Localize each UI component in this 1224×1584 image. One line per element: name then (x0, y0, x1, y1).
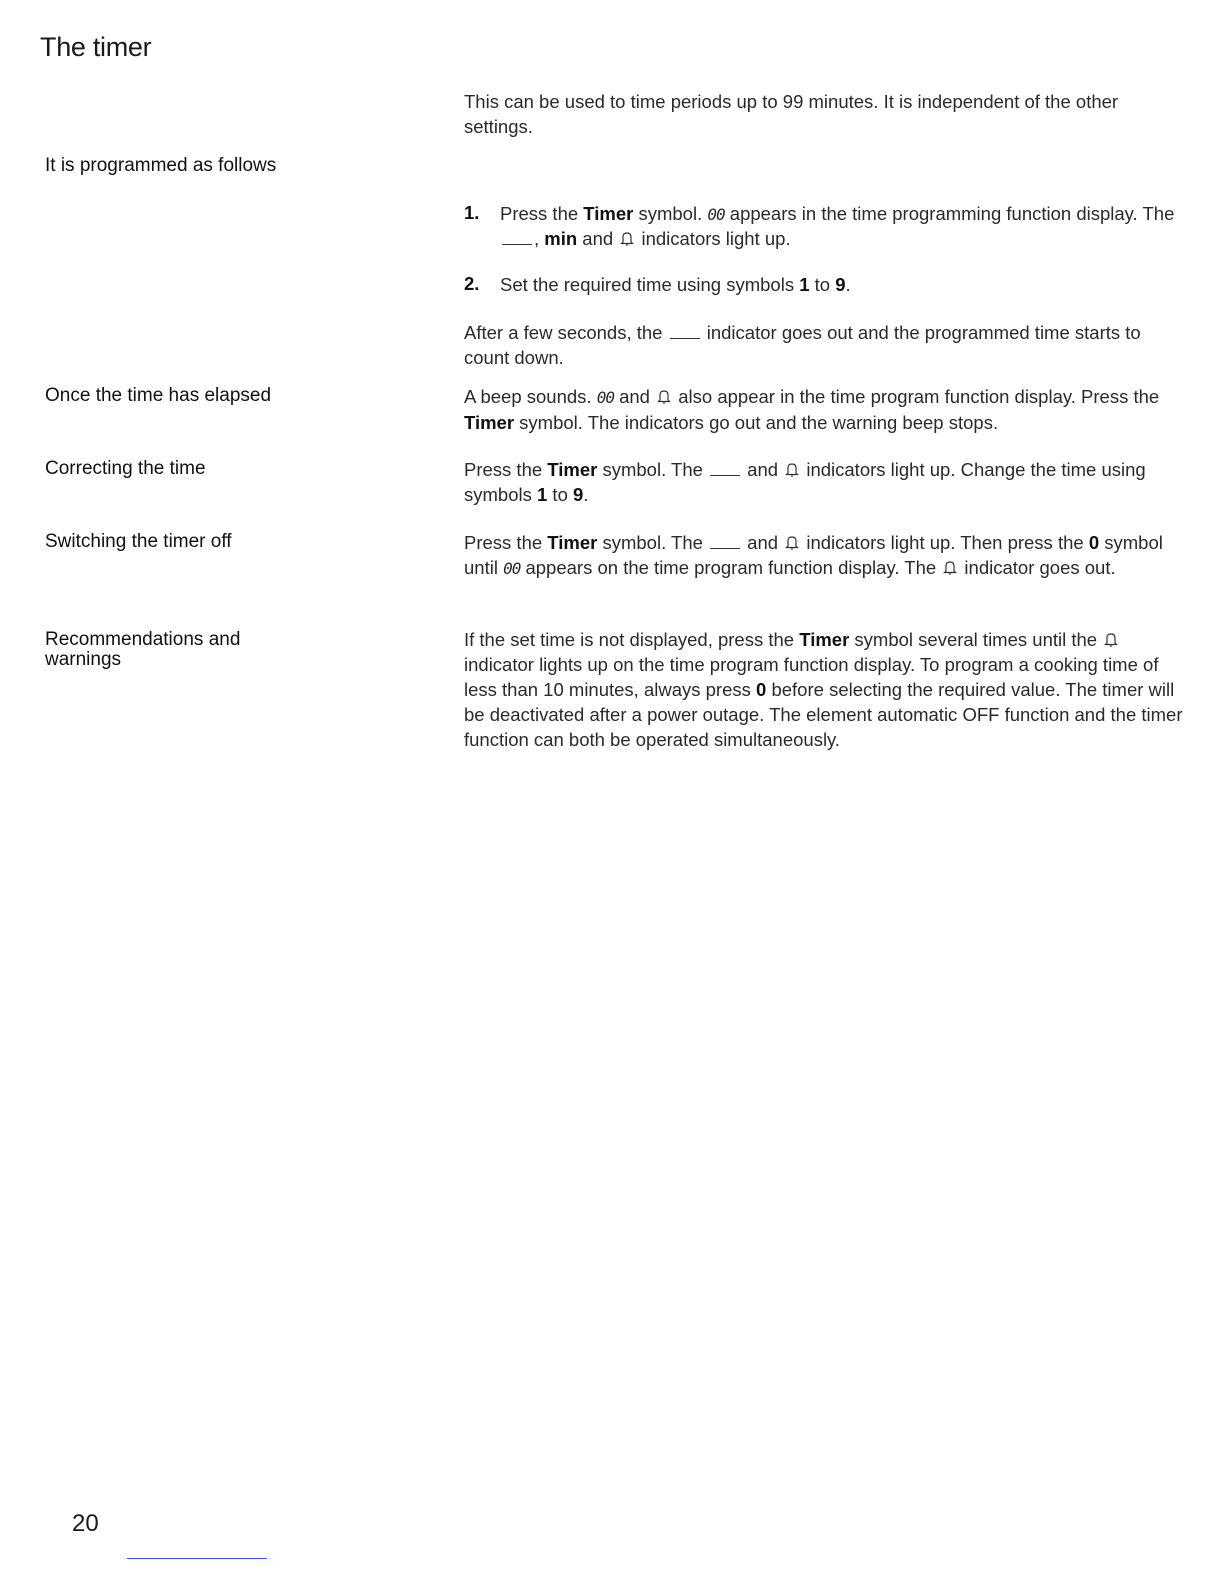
step-number-1: 1. (464, 202, 480, 223)
underscore-indicator-icon (502, 230, 532, 245)
section-label-recommendations: Recommendations and warnings (45, 629, 241, 670)
bell-icon (1104, 632, 1118, 648)
step-1-text: Press the Timer symbol. 00 appears in the time programming function display. The , min and indicators light up. (500, 203, 1175, 249)
bell-icon (657, 389, 671, 405)
step-number-2: 2. (464, 273, 480, 294)
bell-icon (785, 535, 799, 551)
correcting-text: Press the Timer symbol. The and indicators light up. Change the time using symbols 1 to 9. (464, 459, 1146, 505)
bell-icon (785, 462, 799, 478)
display-00-icon: 00 (503, 559, 521, 578)
page-title: The timer (40, 32, 152, 62)
elapsed-text: A beep sounds. 00 and also appear in the time program function display. Press the Timer symbol. The indicators go out and the warning beep stops. (464, 386, 1160, 433)
display-00-icon: 00 (596, 388, 614, 407)
underscore-indicator-icon (670, 324, 700, 339)
underscore-indicator-icon (710, 534, 740, 549)
underscore-indicator-icon (710, 461, 740, 476)
switching-off-text: Press the Timer symbol. The and indicators light up. Then press the 0 symbol until 00 appears on the time program function display. The indicator goes out. (464, 532, 1163, 578)
step-2-text: Set the required time using symbols 1 to 9. (500, 274, 851, 295)
page-number: 20 (72, 1510, 99, 1537)
display-00-icon: 00 (707, 205, 725, 224)
section-label-elapsed: Once the time has elapsed (45, 385, 272, 406)
bell-icon (620, 231, 634, 247)
recommendations-text: If the set time is not displayed, press the Timer symbol several times until the indicator lights up on the time program function display. To program a cooking time of less than 10 minutes, always press 0 before selecting the required value. The timer will be deactivated after a power outage. The element automatic OFF function and the timer function can both be operated simultaneously. (464, 629, 1183, 750)
section-label-programmed: It is programmed as follows (45, 155, 277, 176)
footer-divider (127, 1558, 267, 1559)
countdown-text: After a few seconds, the indicator goes out and the programmed time starts to count down. (464, 322, 1141, 368)
bell-icon (943, 560, 957, 576)
section-label-switching-off: Switching the timer off (45, 531, 232, 552)
intro-text: This can be used to time periods up to 99 minutes. It is independent of the other settings. (464, 91, 1119, 137)
section-label-correcting: Correcting the time (45, 458, 206, 479)
